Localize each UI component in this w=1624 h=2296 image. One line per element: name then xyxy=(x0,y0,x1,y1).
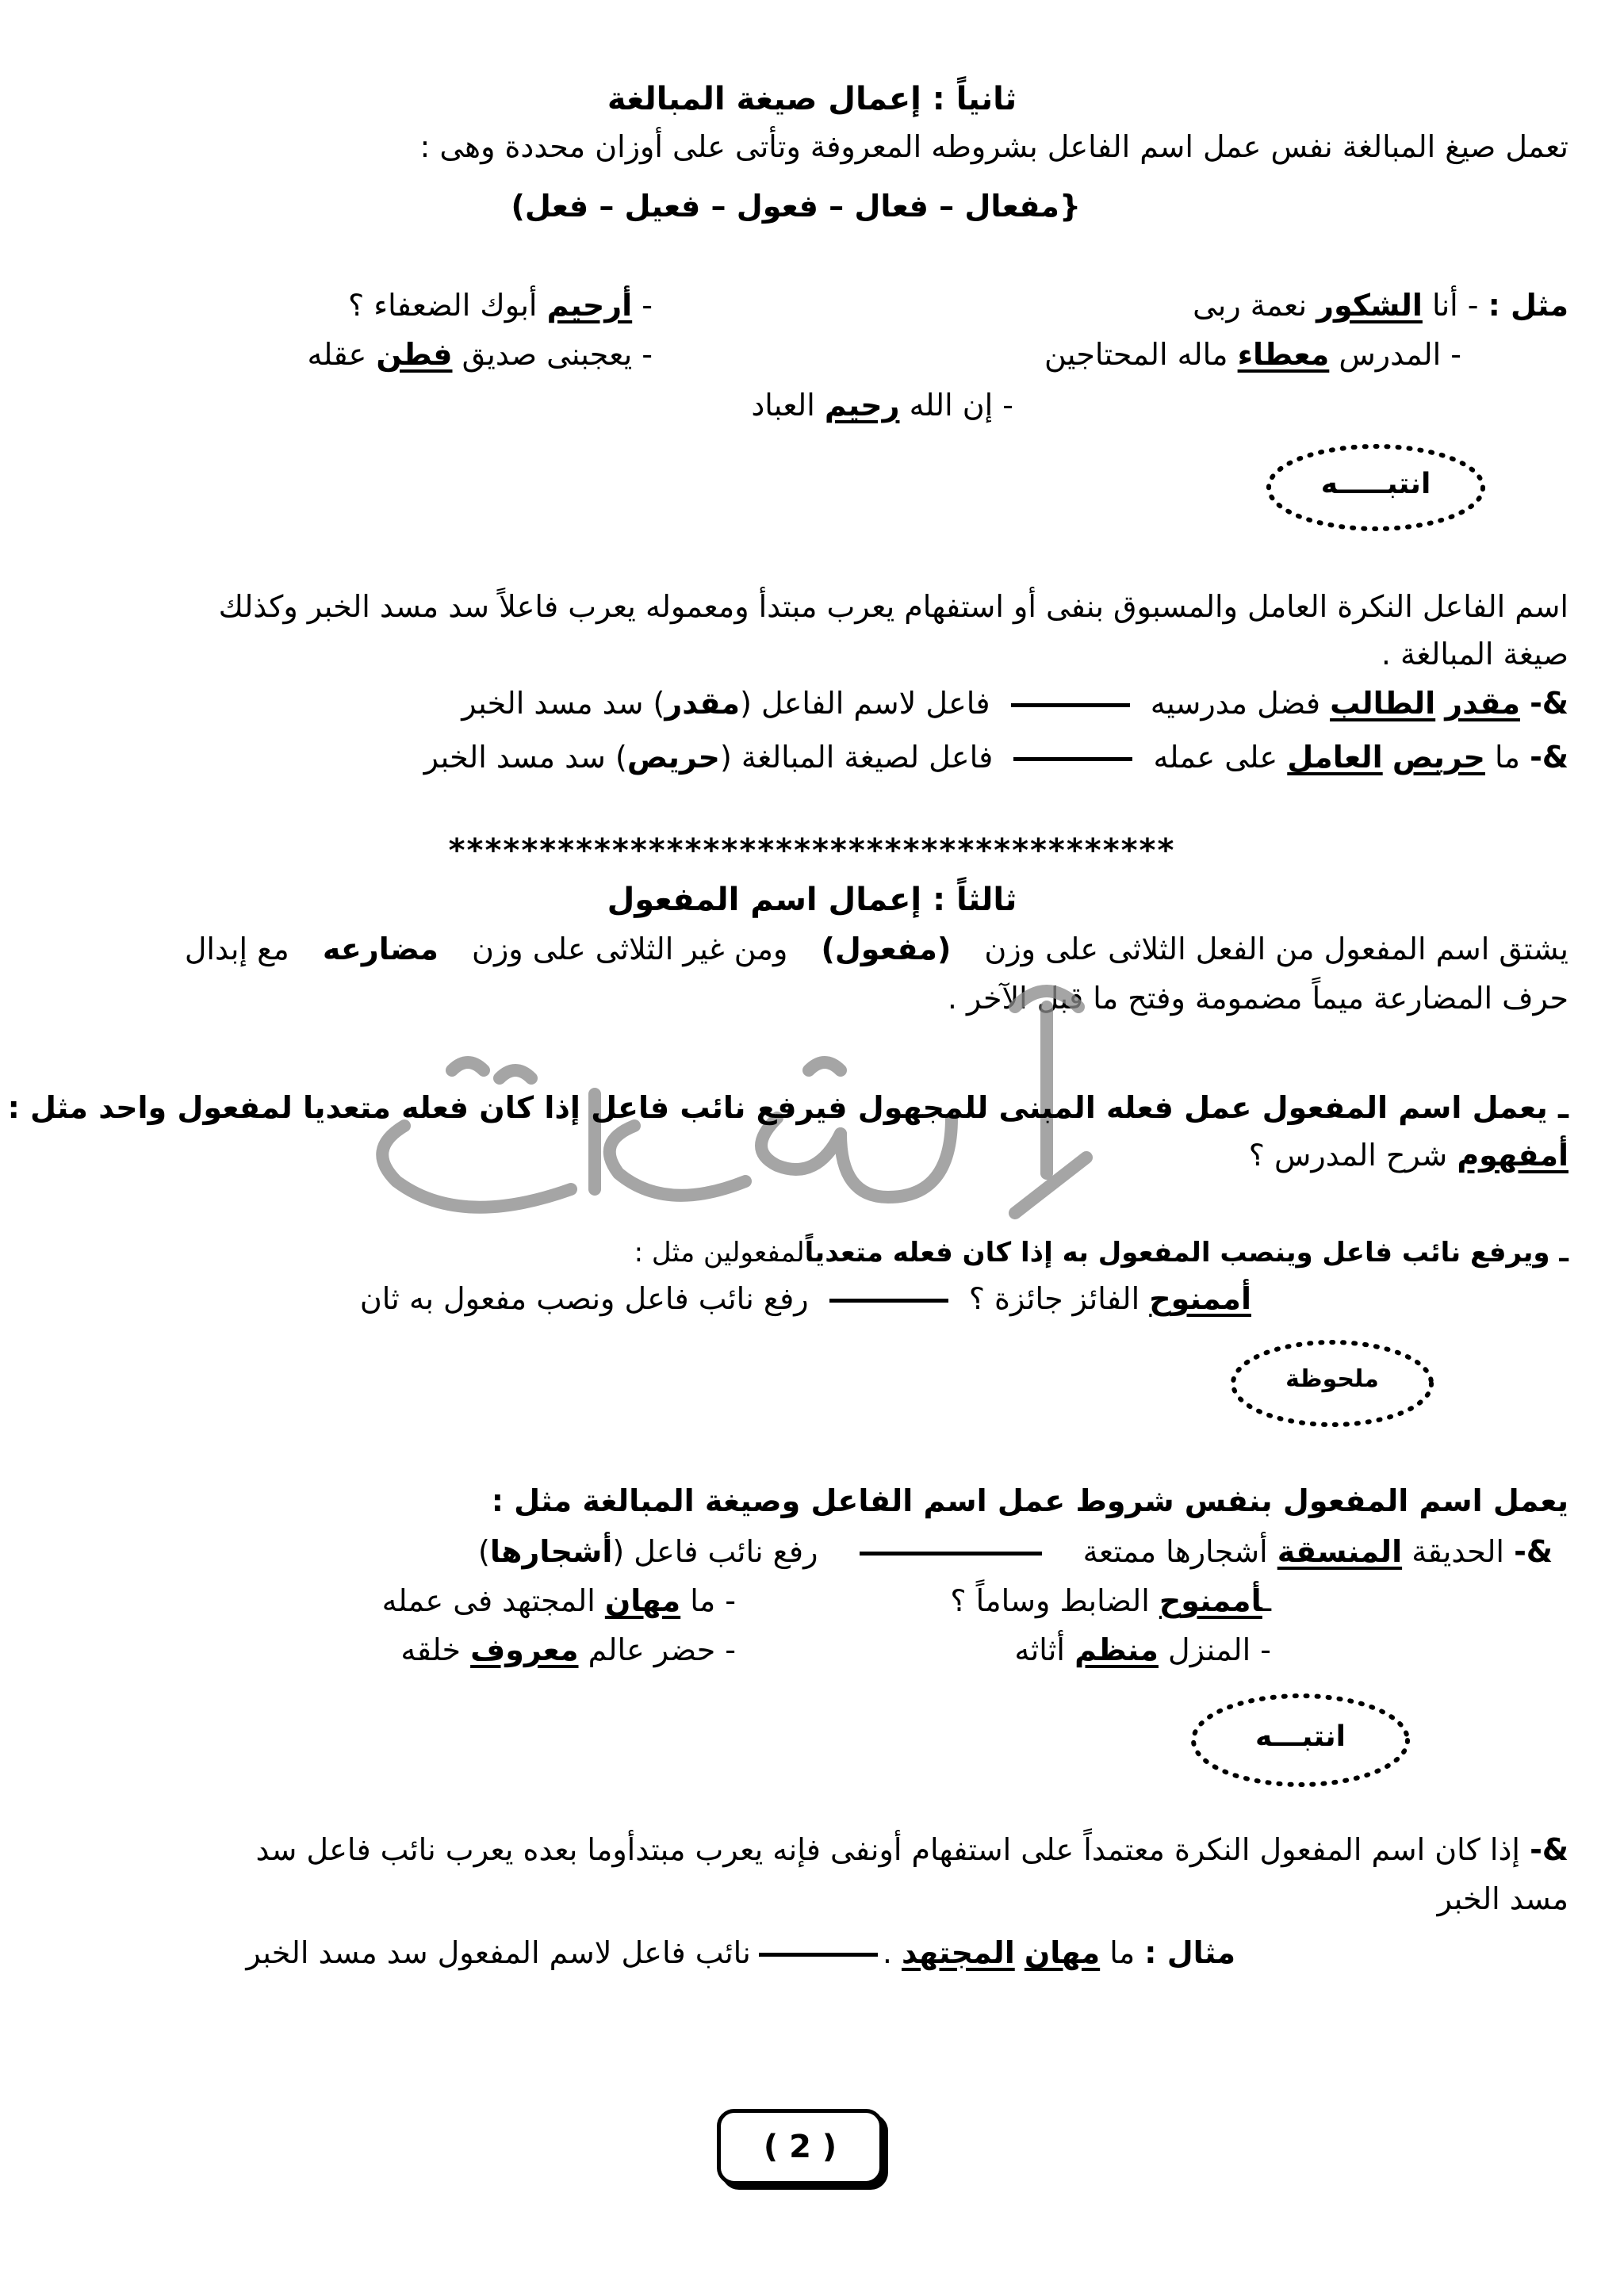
key-word: رحيم xyxy=(824,388,900,423)
sec3-rule-1: ـ يعمل اسم المفعول عمل فعله المبنى للمجهول فيرفع نائب فاعل إذا كان فعله متعديا لمفعول واحد مثل : xyxy=(7,1090,1568,1125)
sec4-example-1: &- الحديقة المنسقة أشجارها ممتعة رفع نائب فاعل (أشجارها) xyxy=(478,1534,1553,1569)
note3-text-line2: مسد الخبر xyxy=(1437,1881,1568,1916)
note-cloud-3: انتبـــه xyxy=(1185,1685,1415,1796)
dash-rule xyxy=(759,1953,878,1957)
example-lead: مثل : xyxy=(1488,288,1568,323)
dash-rule xyxy=(860,1552,1042,1556)
weights-list: {مفعال – فعال – فعول – فعيل – فعل) xyxy=(511,189,1081,224)
star-divider: **************************************** xyxy=(448,832,1176,869)
note1-text-line1: اسم الفاعل النكرة العامل والمسبوق بنفى أو استفهام يعرب مبتدأ ومعموله يعرب فاعلاً سد مسد الخبر وكذلك xyxy=(218,589,1568,624)
page-number: ( 2 ) xyxy=(717,2109,883,2185)
key-word: فطن xyxy=(376,337,453,372)
note3-text-line1: &- إذا كان اسم المفعول النكرة معتمداً على استفهام أونفى فإنه يعرب مبتدأوما بعده يعرب نائب فاعل سد xyxy=(255,1832,1568,1867)
section-title-mafool: ثالثاً : إعمال اسم المفعول xyxy=(607,882,1017,918)
sec3-rule-2: ـ ويرفع نائب فاعل وينصب المفعول به إذا كان فعله متعدياًلمفعولين مثل : xyxy=(634,1237,1568,1269)
key-word: الشكور xyxy=(1316,288,1423,323)
note1-example-2: &- ما حريص العامل على عمله فاعل لصيغة المبالغة (حريص) سد مسد الخبر xyxy=(423,740,1568,775)
sec3-rule-2-example: أممنوح الفائز جائزة ؟ رفع نائب فاعل ونصب مفعول به ثان xyxy=(359,1281,1251,1316)
note1-example-1: &- مقدر الطالب فضل مدرسيه فاعل لاسم الفاعل (مقدر) سد مسد الخبر xyxy=(462,686,1568,721)
key-word: معطاء xyxy=(1237,337,1330,372)
note-cloud-1: انتبـــــه xyxy=(1261,436,1491,539)
key-word: أرحيم xyxy=(546,288,633,323)
sec3-paragraph-line1: يشتق اسم المفعول من الفعل الثلاثى على وزن (مفعول) ومن غير الثلاثى على وزن مضارعه مع إبدال xyxy=(184,932,1568,966)
section-title-mubalagha: ثانياً : إعمال صيغة المبالغة xyxy=(607,81,1017,117)
sec4-example-3a: - المنزل منظم أثاثه xyxy=(1014,1632,1271,1667)
note3-example: مثال : ما مهان المجتهد .نائب فاعل لاسم المفعول سد مسد الخبر xyxy=(246,1935,1235,1970)
sec4-rule: يعمل اسم المفعول بنفس شروط عمل اسم الفاعل وصيغة المبالغة مثل : xyxy=(491,1483,1568,1518)
note-cloud-2: ملحوظة xyxy=(1225,1332,1439,1435)
note1-text-line2: صيغة المبالغة . xyxy=(1381,637,1568,672)
sec3-rule-1-example: أمفهوم شرح المدرس ؟ xyxy=(1248,1138,1568,1173)
dash-rule xyxy=(1013,757,1132,761)
example-line-2a: - المدرس معطاء ماله المحتاجين xyxy=(1044,337,1461,372)
sec4-example-2b: - ما مهان المجتهد فى عمله xyxy=(381,1583,736,1618)
example-line-3: - إن الله رحيم العباد xyxy=(751,388,1013,423)
example-line-2b: - يعجبنى صديق فطن عقله xyxy=(307,337,653,372)
example-line-1b: - أرحيم أبوك الضعفاء ؟ xyxy=(347,288,653,323)
example-line-1a: مثل : - أنا الشكور نعمة ربى xyxy=(1193,288,1568,323)
sec3-paragraph-line2: حرف المضارعة ميماً مضمومة وفتح ما قبل الآخر . xyxy=(947,981,1568,1016)
dash-rule xyxy=(1011,703,1130,707)
dash-rule xyxy=(829,1299,948,1303)
intro-paragraph: تعمل صيغ المبالغة نفس عمل اسم الفاعل بشروطه المعروفة وتأتى على أوزان محددة وهى : xyxy=(419,129,1568,164)
sec4-example-3b: - حضر عالم معروف خلقه xyxy=(400,1632,736,1667)
sec4-example-2a: ـأممنوح الضابط وساماً ؟ xyxy=(950,1583,1271,1618)
